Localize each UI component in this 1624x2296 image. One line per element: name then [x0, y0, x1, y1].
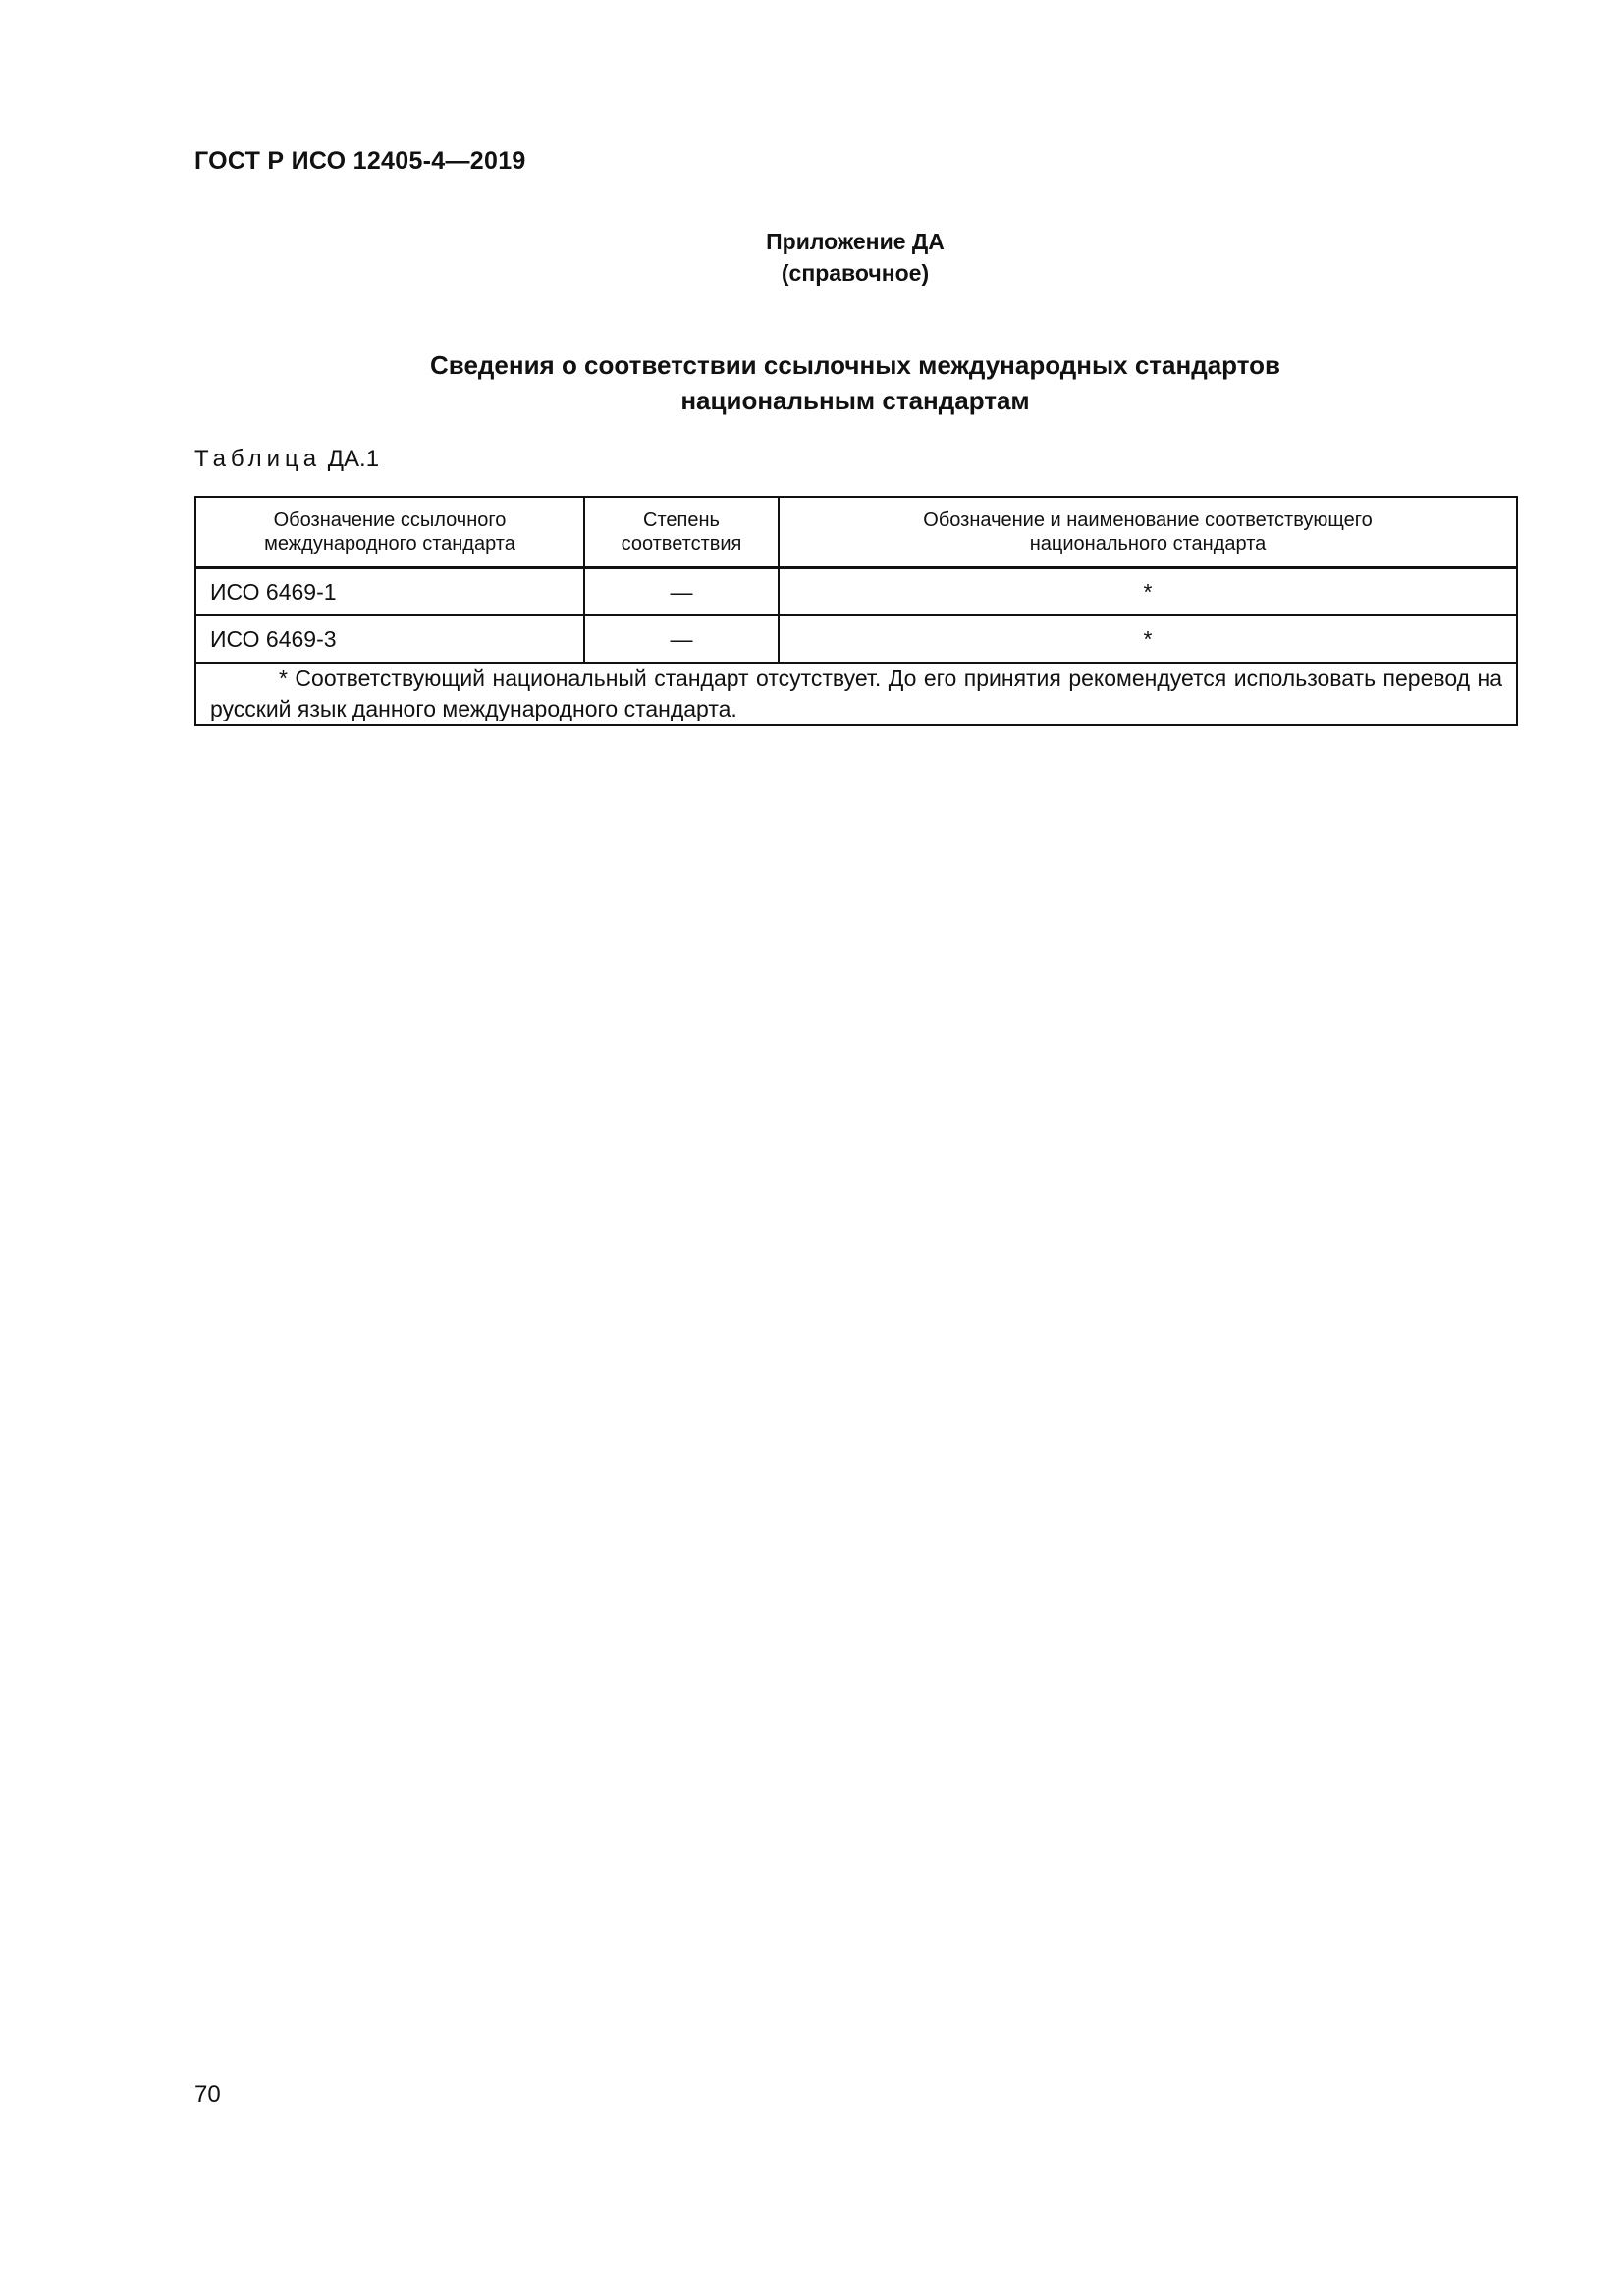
table-footnote-cell — [195, 663, 1517, 725]
cell-degree: — — [584, 615, 779, 663]
table-header-row — [195, 497, 1517, 568]
table-label-word: Таблица — [194, 446, 322, 472]
cell-standard-code: ИСО 6469-1 — [195, 568, 584, 616]
column-header-line: международного стандарта — [264, 533, 515, 555]
column-header-line: национального стандарта — [1029, 533, 1267, 555]
appendix-type: (справочное) — [781, 260, 930, 286]
column-header-international-standard — [195, 497, 584, 568]
document-code: ГОСТ Р ИСО 12405-4—2019 — [194, 147, 526, 175]
page-number: 70 — [194, 2081, 221, 2108]
column-header-degree — [584, 497, 779, 568]
appendix-title: Приложение ДА — [766, 229, 945, 254]
column-header-line: соответствия — [621, 533, 742, 555]
correspondence-table — [194, 496, 1518, 726]
table-label-number: ДА.1 — [327, 446, 380, 472]
table-footnote: * Соответствующий национальный стандарт отсутствует. До его принятия рекомендуется использовать перевод на русский язык данного международного стандарта. — [210, 666, 1502, 721]
cell-degree: — — [584, 568, 779, 616]
column-header-line: Степень — [643, 509, 720, 531]
cell-national-standard: * — [779, 568, 1517, 616]
table-label — [194, 446, 379, 473]
column-header-national-standard — [779, 497, 1517, 568]
table-row — [195, 568, 1517, 616]
column-header-line: Обозначение и наименование соответствующего — [923, 509, 1373, 531]
table-footnote-row — [195, 663, 1517, 725]
table-row — [195, 615, 1517, 663]
section-title-line-1: Сведения о соответствии ссылочных международных стандартов — [430, 350, 1280, 380]
cell-standard-code: ИСО 6469-3 — [195, 615, 584, 663]
section-title-line-2: национальным стандартам — [680, 386, 1030, 415]
column-header-line: Обозначение ссылочного — [273, 509, 507, 531]
cell-national-standard: * — [779, 615, 1517, 663]
